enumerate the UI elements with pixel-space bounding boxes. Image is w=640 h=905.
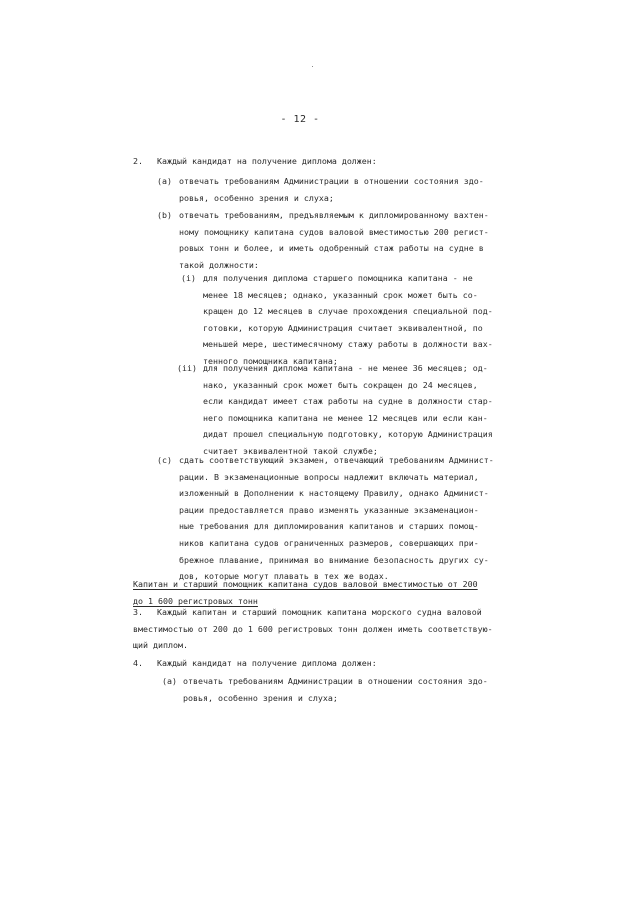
text-line: если кандидат имеет стаж работы на судне в должности стар- [203,396,493,407]
text-line: отвечать требованиям Администрации в отношении состояния здо- [183,676,488,686]
text-line: для получения диплома старшего помощника капитана - не [203,273,473,283]
text-line: него помощника капитана не менее 12 месяцев или если кан- [203,412,488,423]
text-line: Каждый капитан и старший помощник капитана морского судна валовой [157,607,482,617]
text-line: ровых тонн и более, и иметь одобренный стаж работы на судне в [179,243,484,254]
text-line: такой должности: [179,259,259,270]
text-line: считает эквивалентной такой службе; [203,445,378,456]
item-2b-marker: (b) [157,210,172,220]
text-line: рации предоставляется право изменять указанные экзаменацион- [179,504,479,515]
text-line: ному помощнику капитана судов валовой вместимостью 200 регист- [179,226,489,237]
text-line: изложенный в Дополнении к настоящему Правилу, однако Админист- [179,488,489,499]
text-line: брежное плавание, принимая во внимание безопасность других су- [179,554,489,565]
item-4a-text [183,673,488,706]
text-line: нако, указанный срок может быть сокращен до 24 месяцев, [203,379,478,390]
text-line: ные требования для дипломирования капитанов и старших помощ- [179,521,479,532]
item-2b-ii-marker: (ii) [177,363,197,373]
heading-line: Капитан и старший помощник капитана судов валовой вместимостью от 200 [133,579,478,589]
item-3-number: 3. [133,607,143,617]
item-2b-text [179,207,489,273]
text-line: сдать соответствующий экзамен, отвечающий требованиям Админист- [179,455,494,465]
text-line: вместимостью от 200 до 1 600 регистровых тонн должен иметь соответствую- [133,623,493,634]
text-line: щий диплом. [133,640,188,651]
item-2b-i-marker: (i) [181,273,196,283]
text-line: ровья, особенно зрения и слуха; [183,692,338,703]
text-line: кращен до 12 месяцев в случае прохождения специальной под- [203,306,493,317]
item-4-intro-line: Каждый кандидат на получение диплома должен: [157,658,377,668]
text-line: менее 18 месяцев; однако, указанный срок может быть со- [203,289,478,300]
item-2c-text [179,452,494,585]
text-line: отвечать требованиям Администрации в отношении состояния здо- [179,176,484,186]
heading-line: до 1 600 регистровых тонн [133,595,258,606]
text-line: рации. В экзаменационные вопросы надлежит включать материал, [179,471,479,482]
text-line: отвечать требованиям, предъявляемым к дипломированному вахтен- [179,210,489,220]
item-2b-i-text [203,270,493,370]
item-4a-marker: (a) [162,676,177,686]
item-2-number: 2. [133,156,143,166]
text-line: дов, которые могут плавать в тех же водах. [179,571,389,582]
text-line: ровья, особенно зрения и слуха; [179,192,334,203]
scan-speck [312,66,313,67]
text-line: для получения диплома капитана - не менее 36 месяцев; од- [203,363,488,373]
text-line: дидат прошел специальную подготовку, которую Администрация [203,429,493,440]
text-line: ников капитана судов ограниченных размеров, совершающих при- [179,537,479,548]
item-2-intro-line: Каждый кандидат на получение диплома должен: [157,156,377,166]
item-2c-marker: (c) [157,455,172,465]
item-2b-ii-text [203,360,493,460]
item-3-text [133,604,493,654]
text-line: меньшей мере, шестимесячному стажу работы в должности вах- [203,339,493,350]
item-2a-text [179,173,484,206]
text-line: тенного помощника капитана; [203,355,338,366]
item-2-intro [157,153,377,170]
page-number: - 12 - [280,114,320,125]
item-4-intro [157,655,377,672]
item-2a-marker: (a) [157,176,172,186]
text-line: готовки, которую Администрация считает эквивалентной, по [203,322,483,333]
item-4-number: 4. [133,658,143,668]
